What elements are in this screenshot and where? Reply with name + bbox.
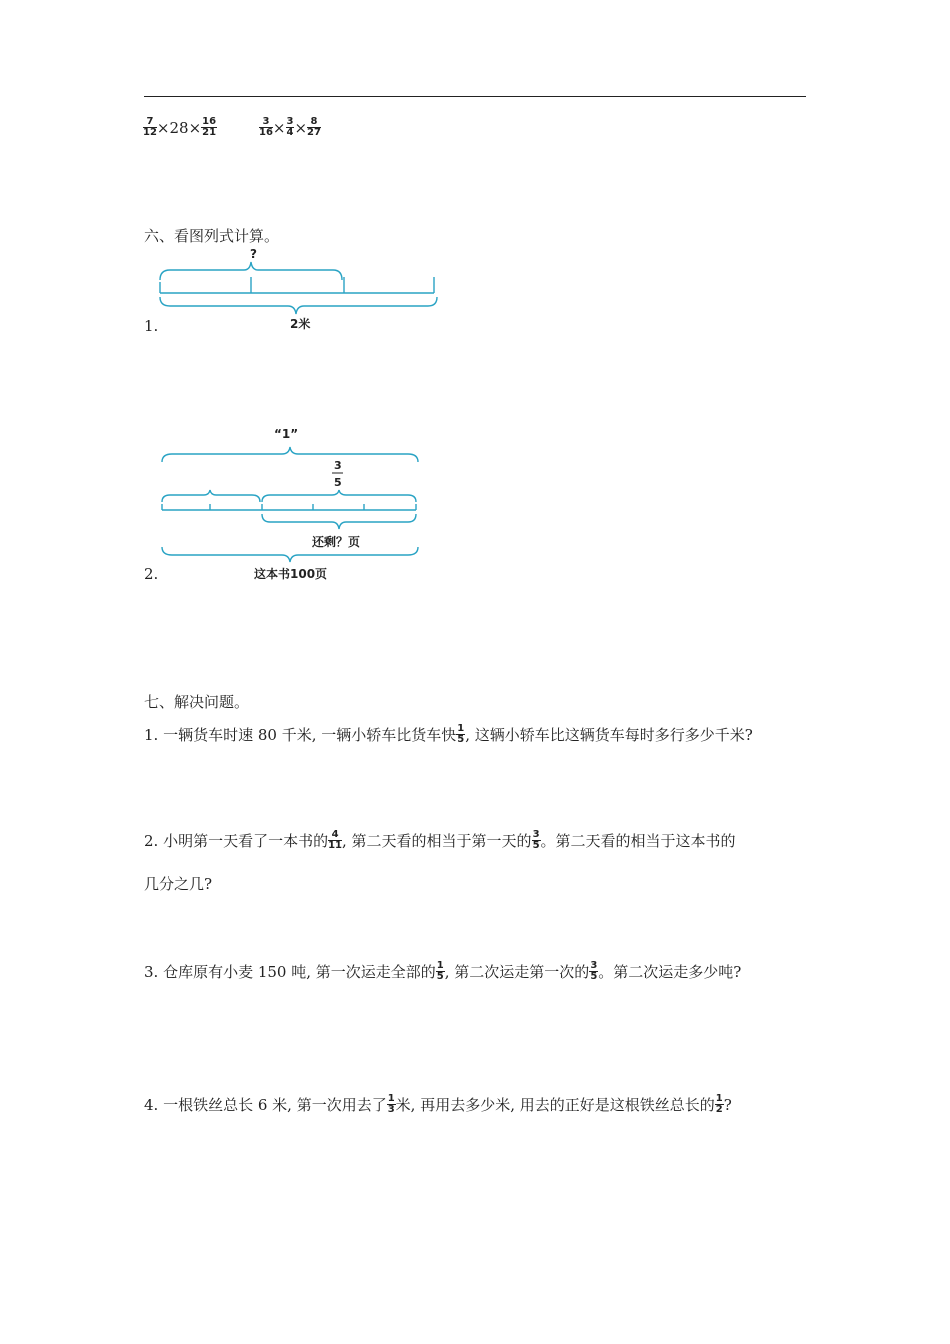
problem-4: 4. 一根铁丝总长 6 米, 第一次用去了 $\frac{1}{3}$ 米, 再用去多少米, 用去的正好是这根铁丝总长的 $\frac{1}{2}$ ? <box>144 1093 732 1115</box>
fraction-denominator: 5 <box>334 476 342 489</box>
problem-3: 3. 仓库原有小麦 150 吨, 第一次运走全部的 $\frac{1}{5}$ , 第二次运走第一次的 $\frac{3}{5}$ 。第二次运走多少吨? <box>144 960 742 982</box>
fraction: $\frac{8}{27}$ <box>307 116 321 138</box>
fraction: $\frac{7}{12}$ <box>143 116 157 138</box>
section-7-title: 七、解决问题。 <box>144 693 250 711</box>
fraction: $\frac{1}{5}$ <box>436 960 444 982</box>
total-label: 这本书100页 <box>254 567 328 581</box>
remain-label: 还剩？页 <box>312 535 361 549</box>
fraction: $\frac{3}{5}$ <box>590 960 598 982</box>
remain-brace <box>262 514 416 529</box>
question-number-2: 2. <box>144 565 159 583</box>
fraction: $\frac{1}{5}$ <box>457 723 465 745</box>
fraction: $\frac{3}{16}$ <box>259 116 273 138</box>
fraction: $\frac{16}{21}$ <box>202 116 217 138</box>
total-label: 2米 <box>290 317 311 331</box>
question-mark: ? <box>250 247 257 261</box>
total-brace <box>162 547 418 562</box>
problem-1: 1. 一辆货车时速 80 千米, 一辆小轿车比货车快 $\frac{1}{5}$ , 这辆小轿车比这辆货车每时多行多少千米? <box>144 723 753 745</box>
fraction: $\frac{1}{3}$ <box>387 1093 395 1115</box>
diagram-2 <box>150 420 430 585</box>
expression-2: $\frac{3}{16}$ × $\frac{3}{4}$ × $\frac{8}{27}$ <box>259 116 321 138</box>
section-6-title: 六、看图列式计算。 <box>144 227 280 245</box>
fraction: $\frac{3}{5}$ <box>532 829 540 851</box>
bottom-brace <box>160 297 437 314</box>
fraction: $\frac{4}{11}$ <box>328 829 343 851</box>
fraction-numerator: 3 <box>334 459 342 472</box>
fraction: $\frac{1}{2}$ <box>715 1093 723 1115</box>
first-day-brace <box>162 490 260 502</box>
second-day-brace <box>262 490 416 502</box>
problem-2-continued: 几分之几? <box>144 875 213 893</box>
diagram-1 <box>140 244 450 334</box>
header-rule <box>144 96 806 97</box>
question-number-1: 1. <box>144 317 159 335</box>
problem-2: 2. 小明第一天看了一本书的 $\frac{4}{11}$ , 第二天看的相当于第一天的 $\frac{3}{5}$ 。第二天看的相当于这本书的 <box>144 829 736 851</box>
expression-1: $\frac{7}{12}$ ×28× $\frac{16}{21}$ <box>143 116 217 138</box>
whole-label: “1” <box>274 427 299 441</box>
whole-brace <box>162 447 418 462</box>
fraction: $\frac{3}{4}$ <box>286 116 294 138</box>
